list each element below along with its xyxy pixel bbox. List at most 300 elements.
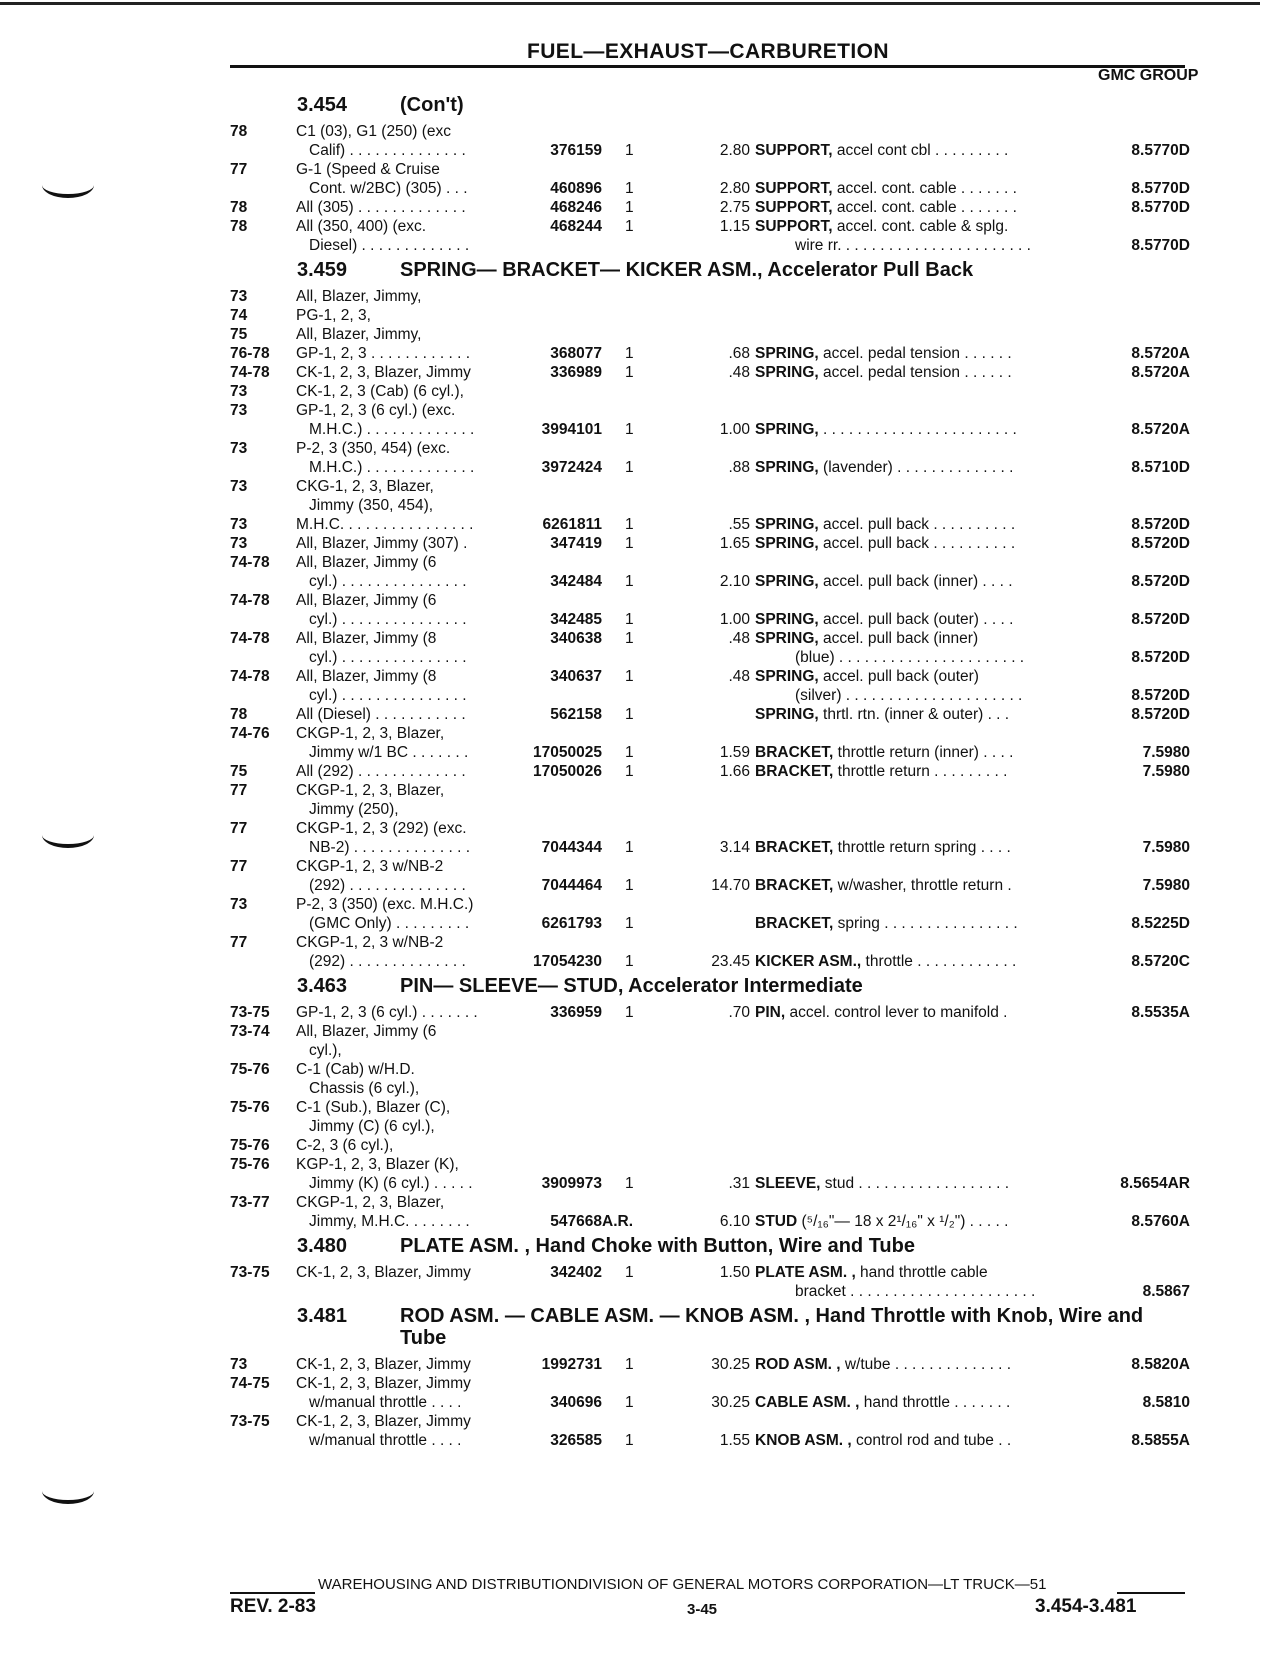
- part-detail: accel. pedal tension . . . . . .: [818, 345, 1012, 362]
- section-heading: [230, 255, 1190, 287]
- part-name: SUPPORT,: [755, 142, 833, 159]
- part-row: [230, 895, 1190, 933]
- part-name: PLATE ASM. ,: [755, 1264, 856, 1281]
- section-title: ROD ASM. — CABLE ASM. — KNOB ASM. , Hand Throttle with Knob, Wire and Tube: [400, 1305, 1144, 1349]
- application-line: All, Blazer, Jimmy (6: [296, 1023, 437, 1040]
- application-line: (292) . . . . . . . . . . . . . .: [309, 877, 466, 894]
- part-row: [230, 933, 1190, 971]
- application-line: P-2, 3 (350) (exc. M.H.C.): [296, 896, 474, 913]
- part-detail: accel cont cbl . . . . . . . . .: [832, 142, 1009, 159]
- part-detail: accel. pull back (inner): [818, 630, 979, 647]
- model-year: 73-75: [230, 1413, 270, 1430]
- header-rule: [230, 65, 1185, 68]
- part-name: BRACKET,: [755, 839, 834, 856]
- group-code: 8.5720D: [1131, 516, 1190, 533]
- part-number: 347419: [550, 535, 602, 552]
- group-code: 8.5770D: [1131, 199, 1190, 216]
- part-name: SPRING,: [755, 516, 819, 533]
- part-detail-continued: bracket . . . . . . . . . . . . . . . . . . . . . .: [795, 1283, 1036, 1300]
- application-line: Jimmy, M.H.C. . . . . . . .: [309, 1213, 470, 1230]
- model-year: 74-76: [230, 725, 270, 742]
- part-row: [230, 477, 1190, 515]
- part-number: 340696: [550, 1394, 602, 1411]
- binder-hole-mark: [42, 172, 94, 198]
- model-year: 74-75: [230, 1375, 270, 1392]
- application-line: CKGP-1, 2, 3, Blazer,: [296, 782, 445, 799]
- price: .31: [728, 1175, 750, 1192]
- application-line: w/manual throttle . . . .: [309, 1394, 462, 1411]
- part-row: [230, 401, 1190, 439]
- application-line: KGP-1, 2, 3, Blazer (K),: [296, 1156, 459, 1173]
- part-description: [755, 572, 1075, 591]
- part-description: [755, 667, 1075, 686]
- top-edge-rule: [0, 2, 1260, 5]
- quantity: 1: [625, 706, 634, 723]
- model-year: 76-78: [230, 345, 270, 362]
- part-description: [755, 141, 1075, 160]
- application-line: CK-1, 2, 3, Blazer, Jimmy: [296, 364, 471, 381]
- group-code: 8.5720D: [1131, 649, 1190, 666]
- part-row: [230, 198, 1190, 217]
- application-line: (292) . . . . . . . . . . . . . .: [309, 953, 466, 970]
- section-title: PLATE ASM. , Hand Choke with Button, Wire and Tube: [400, 1235, 915, 1257]
- part-row: [230, 382, 1190, 401]
- application-line: cyl.) . . . . . . . . . . . . . . .: [309, 573, 467, 590]
- model-year: 75-76: [230, 1061, 270, 1078]
- model-year: 73: [230, 896, 248, 913]
- group-code: 8.5770D: [1131, 180, 1190, 197]
- part-description: [755, 344, 1075, 363]
- price: 2.10: [719, 573, 750, 590]
- price: 14.70: [711, 877, 750, 894]
- model-year: 78: [230, 706, 248, 723]
- section-heading: [230, 1301, 1190, 1355]
- application-line: All, Blazer, Jimmy (8: [296, 668, 437, 685]
- price: .88: [728, 459, 750, 476]
- part-detail: throttle return . . . . . . . . .: [833, 763, 1008, 780]
- group-code: 8.5720A: [1131, 345, 1190, 362]
- application-line: C-1 (Sub.), Blazer (C),: [296, 1099, 451, 1116]
- part-name: SLEEVE,: [755, 1175, 821, 1192]
- application-line: All, Blazer, Jimmy,: [296, 326, 422, 343]
- section-title: (Con't): [400, 94, 464, 116]
- part-description: [755, 610, 1075, 629]
- group-code: 8.5720D: [1131, 535, 1190, 552]
- part-detail: throttle return spring . . . .: [833, 839, 1011, 856]
- part-name: SUPPORT,: [755, 218, 833, 235]
- application: [296, 477, 516, 515]
- price: 1.66: [719, 763, 750, 780]
- part-row: [230, 819, 1190, 857]
- part-detail-continued: (silver) . . . . . . . . . . . . . . . . . . . . .: [795, 687, 1023, 704]
- part-name: PIN,: [755, 1004, 786, 1021]
- part-detail: hand throttle cable: [855, 1264, 988, 1281]
- group-code: 8.5720D: [1131, 611, 1190, 628]
- model-year: 73: [230, 383, 248, 400]
- group-code: 7.5980: [1142, 763, 1190, 780]
- part-name: SPRING,: [755, 459, 819, 476]
- model-year: 73: [230, 440, 248, 457]
- group-code: 8.5760A: [1131, 1213, 1190, 1230]
- application-line: GP-1, 2, 3 (6 cyl.) . . . . . . .: [296, 1004, 478, 1021]
- part-row: [230, 534, 1190, 553]
- quantity: 1: [625, 877, 634, 894]
- part-number: 342402: [550, 1264, 602, 1281]
- price: 1.55: [719, 1432, 750, 1449]
- model-year: 73: [230, 478, 248, 495]
- application-line: All (350, 400) (exc.: [296, 218, 427, 235]
- model-year: 75-76: [230, 1156, 270, 1173]
- application-line: Jimmy (250),: [309, 801, 399, 818]
- part-description: [755, 1263, 1075, 1282]
- section-number: 3.480: [297, 1235, 348, 1257]
- part-number: 468244: [550, 218, 602, 235]
- part-description: [755, 743, 1075, 762]
- quantity: 1: [625, 218, 634, 235]
- quantity: A.R.: [602, 1213, 633, 1230]
- revision-label: REV. 2-83: [230, 1596, 316, 1617]
- part-number: 7044344: [541, 839, 602, 856]
- part-row: [230, 1136, 1190, 1155]
- part-description: [755, 838, 1075, 857]
- part-description: [755, 515, 1075, 534]
- application-line: CK-1, 2, 3 (Cab) (6 cyl.),: [296, 383, 464, 400]
- price: .55: [728, 516, 750, 533]
- part-description: [755, 762, 1075, 781]
- part-description: [755, 1355, 1075, 1374]
- application-line: M.H.C. . . . . . . . . . . . . . . .: [296, 516, 474, 533]
- part-description: [755, 179, 1075, 198]
- part-row: [230, 857, 1190, 895]
- section-heading: [230, 90, 1190, 122]
- application-line: GP-1, 2, 3 (6 cyl.) (exc.: [296, 402, 456, 419]
- model-year: 78: [230, 199, 248, 216]
- part-number: 3909973: [541, 1175, 602, 1192]
- application-line: PG-1, 2, 3,: [296, 307, 371, 324]
- group-code: 8.5820A: [1131, 1356, 1190, 1373]
- part-name: SPRING,: [755, 573, 819, 590]
- group-code: 8.5810: [1142, 1394, 1190, 1411]
- application-line: w/manual throttle . . . .: [309, 1432, 462, 1449]
- parts-listing: [230, 90, 1190, 1450]
- part-description: [755, 952, 1075, 971]
- group-code: 8.5720C: [1131, 953, 1190, 970]
- part-row: [230, 217, 1190, 255]
- part-number: 336989: [550, 364, 602, 381]
- quantity: 1: [625, 630, 634, 647]
- part-description: [755, 363, 1075, 382]
- model-year: 77: [230, 858, 248, 875]
- part-number: 376159: [550, 142, 602, 159]
- part-number: 6261793: [541, 915, 602, 932]
- part-row: [230, 724, 1190, 762]
- part-row: [230, 439, 1190, 477]
- section-range: 3.454-3.481: [1035, 1596, 1137, 1617]
- price: 2.75: [719, 199, 750, 216]
- group-code: 8.5770D: [1131, 237, 1190, 254]
- part-description: [755, 198, 1075, 217]
- price: 23.45: [711, 953, 750, 970]
- part-detail: control rod and tube . .: [851, 1432, 1012, 1449]
- footer-rule: [230, 1592, 315, 1594]
- part-number: 1992731: [541, 1356, 602, 1373]
- section-number: 3.459: [297, 259, 348, 281]
- group-code: 7.5980: [1142, 839, 1190, 856]
- part-name: BRACKET,: [755, 877, 834, 894]
- group-code: 8.5720D: [1131, 706, 1190, 723]
- part-row: [230, 160, 1190, 198]
- part-description: [755, 217, 1075, 236]
- group-code: 7.5980: [1142, 744, 1190, 761]
- price: 2.80: [719, 180, 750, 197]
- part-name: ROD ASM. ,: [755, 1356, 841, 1373]
- price: 30.25: [711, 1394, 750, 1411]
- quantity: 1: [625, 180, 634, 197]
- group-code: 8.5770D: [1131, 142, 1190, 159]
- part-number: 368077: [550, 345, 602, 362]
- model-year: 75-76: [230, 1099, 270, 1116]
- model-year: 77: [230, 934, 248, 951]
- part-number: 342485: [550, 611, 602, 628]
- price: 3.14: [719, 839, 750, 856]
- part-name: SPRING,: [755, 706, 819, 723]
- part-name: BRACKET,: [755, 744, 834, 761]
- part-detail: w/tube . . . . . . . . . . . . . .: [840, 1356, 1012, 1373]
- price: 2.80: [719, 142, 750, 159]
- application-line: cyl.) . . . . . . . . . . . . . . .: [309, 687, 467, 704]
- part-name: SUPPORT,: [755, 180, 833, 197]
- model-year: 73-74: [230, 1023, 270, 1040]
- part-row: [230, 1412, 1190, 1450]
- group-code: 8.5654AR: [1120, 1175, 1190, 1192]
- part-row: [230, 287, 1190, 306]
- application-line: cyl.),: [309, 1042, 342, 1059]
- model-year: 73-75: [230, 1264, 270, 1281]
- part-description: [755, 1393, 1075, 1412]
- model-year: 73-77: [230, 1194, 270, 1211]
- part-row: [230, 1193, 1190, 1231]
- part-detail: w/washer, throttle return .: [833, 877, 1012, 894]
- application-line: CKGP-1, 2, 3 (292) (exc.: [296, 820, 467, 837]
- part-detail: thrtl. rtn. (inner & outer) . . .: [818, 706, 1010, 723]
- part-name: SPRING,: [755, 364, 819, 381]
- application-line: All (Diesel) . . . . . . . . . . .: [296, 706, 466, 723]
- part-detail: accel. cont. cable & splg.: [832, 218, 1009, 235]
- application-line: CKGP-1, 2, 3, Blazer,: [296, 1194, 445, 1211]
- part-name: SPRING,: [755, 421, 819, 438]
- part-description: [755, 876, 1075, 895]
- part-description: [755, 1174, 1075, 1193]
- application-line: M.H.C.) . . . . . . . . . . . . .: [309, 459, 475, 476]
- part-description: [755, 420, 1075, 439]
- application: [296, 1022, 516, 1060]
- application: [296, 325, 516, 344]
- part-row: [230, 591, 1190, 629]
- part-number: 6261811: [542, 516, 602, 533]
- quantity: 1: [625, 1432, 634, 1449]
- model-year: 77: [230, 820, 248, 837]
- section-title: PIN— SLEEVE— STUD, Accelerator Intermediate: [400, 975, 863, 997]
- model-year: 74-78: [230, 668, 270, 685]
- part-number: 460896: [550, 180, 602, 197]
- section-title: SPRING— BRACKET— KICKER ASM., Accelerator Pull Back: [400, 259, 974, 281]
- quantity: 1: [625, 915, 634, 932]
- application: [296, 1098, 516, 1136]
- quantity: 1: [625, 1175, 634, 1192]
- part-row: [230, 781, 1190, 819]
- group-code: 7.5980: [1142, 877, 1190, 894]
- quantity: 1: [625, 1394, 634, 1411]
- group-code: 8.5710D: [1131, 459, 1190, 476]
- model-year: 74-78: [230, 630, 270, 647]
- group-code: 8.5720A: [1131, 421, 1190, 438]
- application-line: All (292) . . . . . . . . . . . . .: [296, 763, 466, 780]
- model-year: 78: [230, 218, 248, 235]
- quantity: 1: [625, 1004, 634, 1021]
- quantity: 1: [625, 199, 634, 216]
- application: [296, 382, 516, 401]
- part-detail: . . . . . . . . . . . . . . . . . . . . . . .: [818, 421, 1017, 438]
- price: 1.65: [719, 535, 750, 552]
- part-detail: throttle return (inner) . . . .: [833, 744, 1014, 761]
- quantity: 1: [625, 142, 634, 159]
- quantity: 1: [625, 516, 634, 533]
- application-line: C-1 (Cab) w/H.D.: [296, 1061, 415, 1078]
- part-detail: (lavender) . . . . . . . . . . . . . .: [818, 459, 1014, 476]
- part-detail: accel. pull back (outer): [818, 668, 979, 685]
- part-name: BRACKET,: [755, 763, 834, 780]
- part-detail: spring . . . . . . . . . . . . . . . .: [833, 915, 1018, 932]
- model-year: 77: [230, 782, 248, 799]
- price: 1.59: [719, 744, 750, 761]
- quantity: 1: [625, 611, 634, 628]
- section-heading: [230, 1231, 1190, 1263]
- quantity: 1: [625, 1264, 634, 1281]
- part-row: [230, 344, 1190, 363]
- application-line: C-2, 3 (6 cyl.),: [296, 1137, 394, 1154]
- part-detail: accel. control lever to manifold .: [785, 1004, 1008, 1021]
- part-number: 340638: [550, 630, 602, 647]
- group-code: 8.5855A: [1131, 1432, 1190, 1449]
- group-code: 8.5720D: [1131, 573, 1190, 590]
- part-row: [230, 363, 1190, 382]
- price: .68: [728, 345, 750, 362]
- section-heading: [230, 971, 1190, 1003]
- part-detail: accel. cont. cable . . . . . . .: [832, 180, 1017, 197]
- application-line: Chassis (6 cyl.),: [309, 1080, 420, 1097]
- model-year: 74: [230, 307, 248, 324]
- part-number: 17050025: [533, 744, 602, 761]
- price: 1.15: [719, 218, 750, 235]
- part-number: 562158: [550, 706, 602, 723]
- part-row: [230, 705, 1190, 724]
- part-row: [230, 553, 1190, 591]
- quantity: 1: [625, 421, 634, 438]
- group-code: 8.5720A: [1131, 364, 1190, 381]
- group-code: 8.5867: [1142, 1283, 1190, 1300]
- application-line: Jimmy w/1 BC . . . . . . .: [309, 744, 469, 761]
- model-year: 73: [230, 402, 248, 419]
- part-detail: accel. pull back (outer) . . . .: [818, 611, 1014, 628]
- part-name: KICKER ASM.,: [755, 953, 862, 970]
- part-number: 17050026: [533, 763, 602, 780]
- application: [296, 1136, 516, 1155]
- part-number: 342484: [550, 573, 602, 590]
- application-line: CK-1, 2, 3, Blazer, Jimmy: [296, 1356, 471, 1373]
- application-line: cyl.) . . . . . . . . . . . . . . .: [309, 611, 467, 628]
- part-detail: hand throttle . . . . . . .: [859, 1394, 1011, 1411]
- part-description: [755, 534, 1075, 553]
- group-code: 8.5535A: [1131, 1004, 1190, 1021]
- application-line: CKG-1, 2, 3, Blazer,: [296, 478, 434, 495]
- model-year: 75-76: [230, 1137, 270, 1154]
- price: 30.25: [711, 1356, 750, 1373]
- application: [296, 1060, 516, 1098]
- part-row: [230, 306, 1190, 325]
- application-line: CK-1, 2, 3, Blazer, Jimmy: [296, 1375, 471, 1392]
- price: 6.10: [719, 1213, 750, 1230]
- quantity: 1: [625, 345, 634, 362]
- part-description: [755, 1431, 1075, 1450]
- price: .48: [728, 668, 750, 685]
- part-row: [230, 629, 1190, 667]
- application-line: CKGP-1, 2, 3 w/NB-2: [296, 934, 444, 951]
- part-name: CABLE ASM. ,: [755, 1394, 860, 1411]
- quantity: 1: [625, 668, 634, 685]
- model-year: 73: [230, 288, 248, 305]
- application: [296, 781, 516, 819]
- part-detail: accel. pull back . . . . . . . . . .: [818, 535, 1016, 552]
- application-line: CKGP-1, 2, 3, Blazer,: [296, 725, 445, 742]
- part-row: [230, 1263, 1190, 1301]
- part-row: [230, 1355, 1190, 1374]
- application: [296, 306, 516, 325]
- part-description: [755, 1212, 1075, 1231]
- part-detail: throttle . . . . . . . . . . . .: [861, 953, 1017, 970]
- part-detail: stud . . . . . . . . . . . . . . . . . .: [820, 1175, 1010, 1192]
- part-row: [230, 667, 1190, 705]
- part-name: SPRING,: [755, 668, 819, 685]
- section-number: 3.481: [297, 1305, 348, 1327]
- part-name: SPRING,: [755, 611, 819, 628]
- application-line: Calif) . . . . . . . . . . . . . .: [309, 142, 466, 159]
- application: [296, 287, 516, 306]
- application-line: CK-1, 2, 3, Blazer, Jimmy: [296, 1264, 471, 1281]
- price: 1.50: [719, 1264, 750, 1281]
- application-line: Jimmy (C) (6 cyl.),: [309, 1118, 435, 1135]
- quantity: 1: [625, 839, 634, 856]
- quantity: 1: [625, 459, 634, 476]
- part-row: [230, 325, 1190, 344]
- group-code: 8.5720D: [1131, 687, 1190, 704]
- part-number: 340637: [550, 668, 602, 685]
- part-number: 468246: [550, 199, 602, 216]
- application-line: Jimmy (350, 454),: [309, 497, 434, 514]
- part-detail: accel. pedal tension . . . . . .: [818, 364, 1012, 381]
- model-year: 74-78: [230, 364, 270, 381]
- application-line: All, Blazer, Jimmy (307) .: [296, 535, 468, 552]
- part-detail: accel. pull back . . . . . . . . . .: [818, 516, 1016, 533]
- application-line: M.H.C.) . . . . . . . . . . . . .: [309, 421, 475, 438]
- model-year: 74-78: [230, 592, 270, 609]
- price: .70: [728, 1004, 750, 1021]
- part-row: [230, 762, 1190, 781]
- application-line: Cont. w/2BC) (305) . . .: [309, 180, 468, 197]
- price: .48: [728, 364, 750, 381]
- application-line: All, Blazer, Jimmy (8: [296, 630, 437, 647]
- application-line: (GMC Only) . . . . . . . . .: [309, 915, 470, 932]
- model-year: 73: [230, 516, 248, 533]
